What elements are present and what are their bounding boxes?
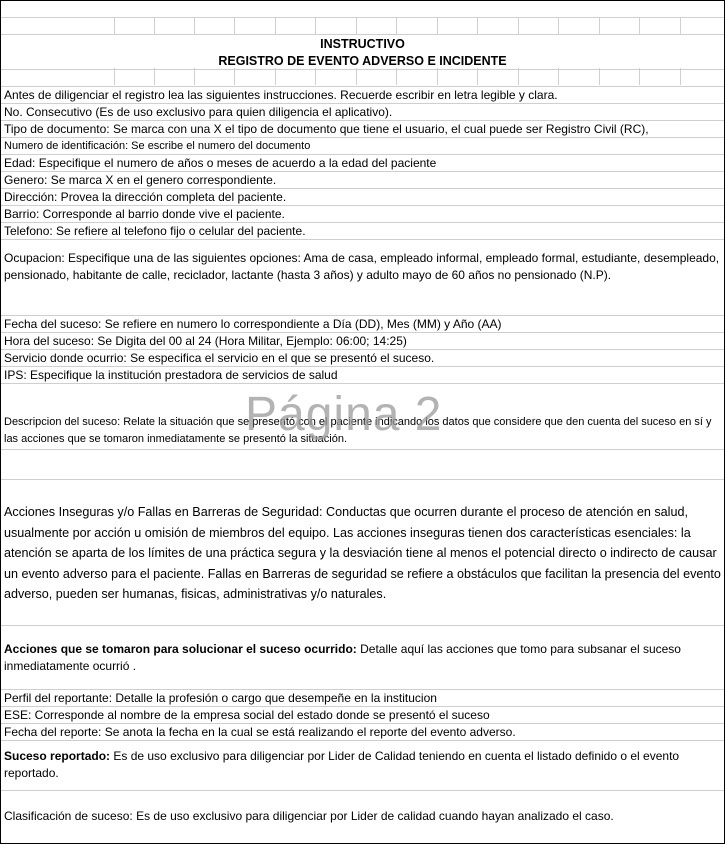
instruction-intro: Antes de diligenciar el registro lea las siguientes instrucciones. Recuerde escribir en letra legible y clara. <box>1 87 724 104</box>
instruction-ips: IPS: Especifique la institución prestadora de servicios de salud <box>1 367 724 384</box>
document-subtitle: REGISTRO DE EVENTO ADVERSO E INCIDENTE <box>218 54 507 68</box>
instruction-suceso-reportado <box>1 741 724 791</box>
instruction-acciones-tomadas <box>1 626 724 690</box>
instruction-genero: Genero: Se marca X en el genero correspondiente. <box>1 172 724 189</box>
instruction-acciones-inseguras: Acciones Inseguras y/o Fallas en Barreras de Seguridad: Conductas que ocurren durante el proceso de atención en salud, usualmente por acción u omisión de miembros del equipo. Las acciones inseguras tienen dos características esenciales: la atención se aparta de los límites de una práctica segura y la desviación tiene al menos el potencial directo o indirecto de causar un evento adverso para el paciente. Fallas en Barreras de seguridad se refiere a obstáculos que facilitan la presencia del evento adverso, pueden ser humanas, fisicas, administrativas y/o naturales. <box>1 480 724 626</box>
instruction-ocupacion: Ocupacion: Especifique una de las siguientes opciones: Ama de casa, empleado informal, empleado formal, estudiante, desempleado, pensionado, habitante de calle, reciclador, lactante (hasta 3 años) y adulto mayo de 60 años no pensionado (N.P). <box>1 240 724 316</box>
acciones-text: Detalle aquí las acciones que tomo para subsanar el suceso inmediatamente ocurrió . <box>4 642 681 673</box>
instruction-edad: Edad: Especifique el numero de años o meses de acuerdo a la edad del paciente <box>1 155 724 172</box>
instruction-ese: ESE: Corresponde al nombre de la empresa social del estado donde se presentó el suceso <box>1 707 724 724</box>
instruction-fecha-reporte: Fecha del reporte: Se anota la fecha en la cual se está realizando el reporte del evento adverso. <box>1 724 724 741</box>
instruction-telefono: Telefono: Se refiere al telefono fijo o celular del paciente. <box>1 223 724 240</box>
spreadsheet-grid <box>1 1 724 35</box>
acciones-label: Acciones que se tomaron para solucionar el suceso ocurrido: <box>4 642 357 656</box>
suceso-text: Es de uso exclusivo para diligenciar por Lider de Calidad teniendo en cuenta el listado definido o el evento reportado. <box>4 749 680 780</box>
instruction-clasificacion: Clasificación de suceso: Es de uso exclusivo para diligenciar por Lider de calidad cuando hayan analizado el caso. <box>4 809 614 823</box>
instruction-hora: Hora del suceso: Se Digita del 00 al 24 (Hora Militar, Ejemplo: 06:00; 14:25) <box>1 333 724 350</box>
blank-row <box>1 450 724 480</box>
instruction-consecutivo: No. Consecutivo (Es de uso exclusivo para quien diligencia el aplicativo). <box>1 104 724 121</box>
instruction-direccion: Dirección: Provea la dirección completa del paciente. <box>1 189 724 206</box>
instruction-perfil: Perfil del reportante: Detalle la profesión o cargo que desempeñe en la institucion <box>1 690 724 707</box>
suceso-label: Suceso reportado: <box>4 749 111 763</box>
instruction-numero: Numero de identificación: Se escribe el numero del documento <box>1 138 724 155</box>
instruction-servicio: Servicio donde ocurrio: Se especifica el servicio en el que se presentó el suceso. <box>1 350 724 367</box>
page-watermark: Página 2 <box>245 388 443 441</box>
document-title: INSTRUCTIVO <box>320 37 405 51</box>
instruction-tipo-documento: Tipo de documento: Se marca con una X el tipo de documento que tiene el usuario, el cual puede ser Registro Civil (RC), <box>1 121 724 138</box>
instruction-barrio: Barrio: Corresponde al barrio donde vive el paciente. <box>1 206 724 223</box>
instruction-fecha-suceso: Fecha del suceso: Se refiere en numero lo correspondiente a Día (DD), Mes (MM) y Año (AA) <box>1 316 724 333</box>
instruction-descripcion: Descripcion del suceso: Relate la situación que se presentó con el paciente indicando los datos que considere que den cuenta del suceso en sí y las acciones que se tomaron inmediatamente se presentó la situación. <box>1 384 724 450</box>
